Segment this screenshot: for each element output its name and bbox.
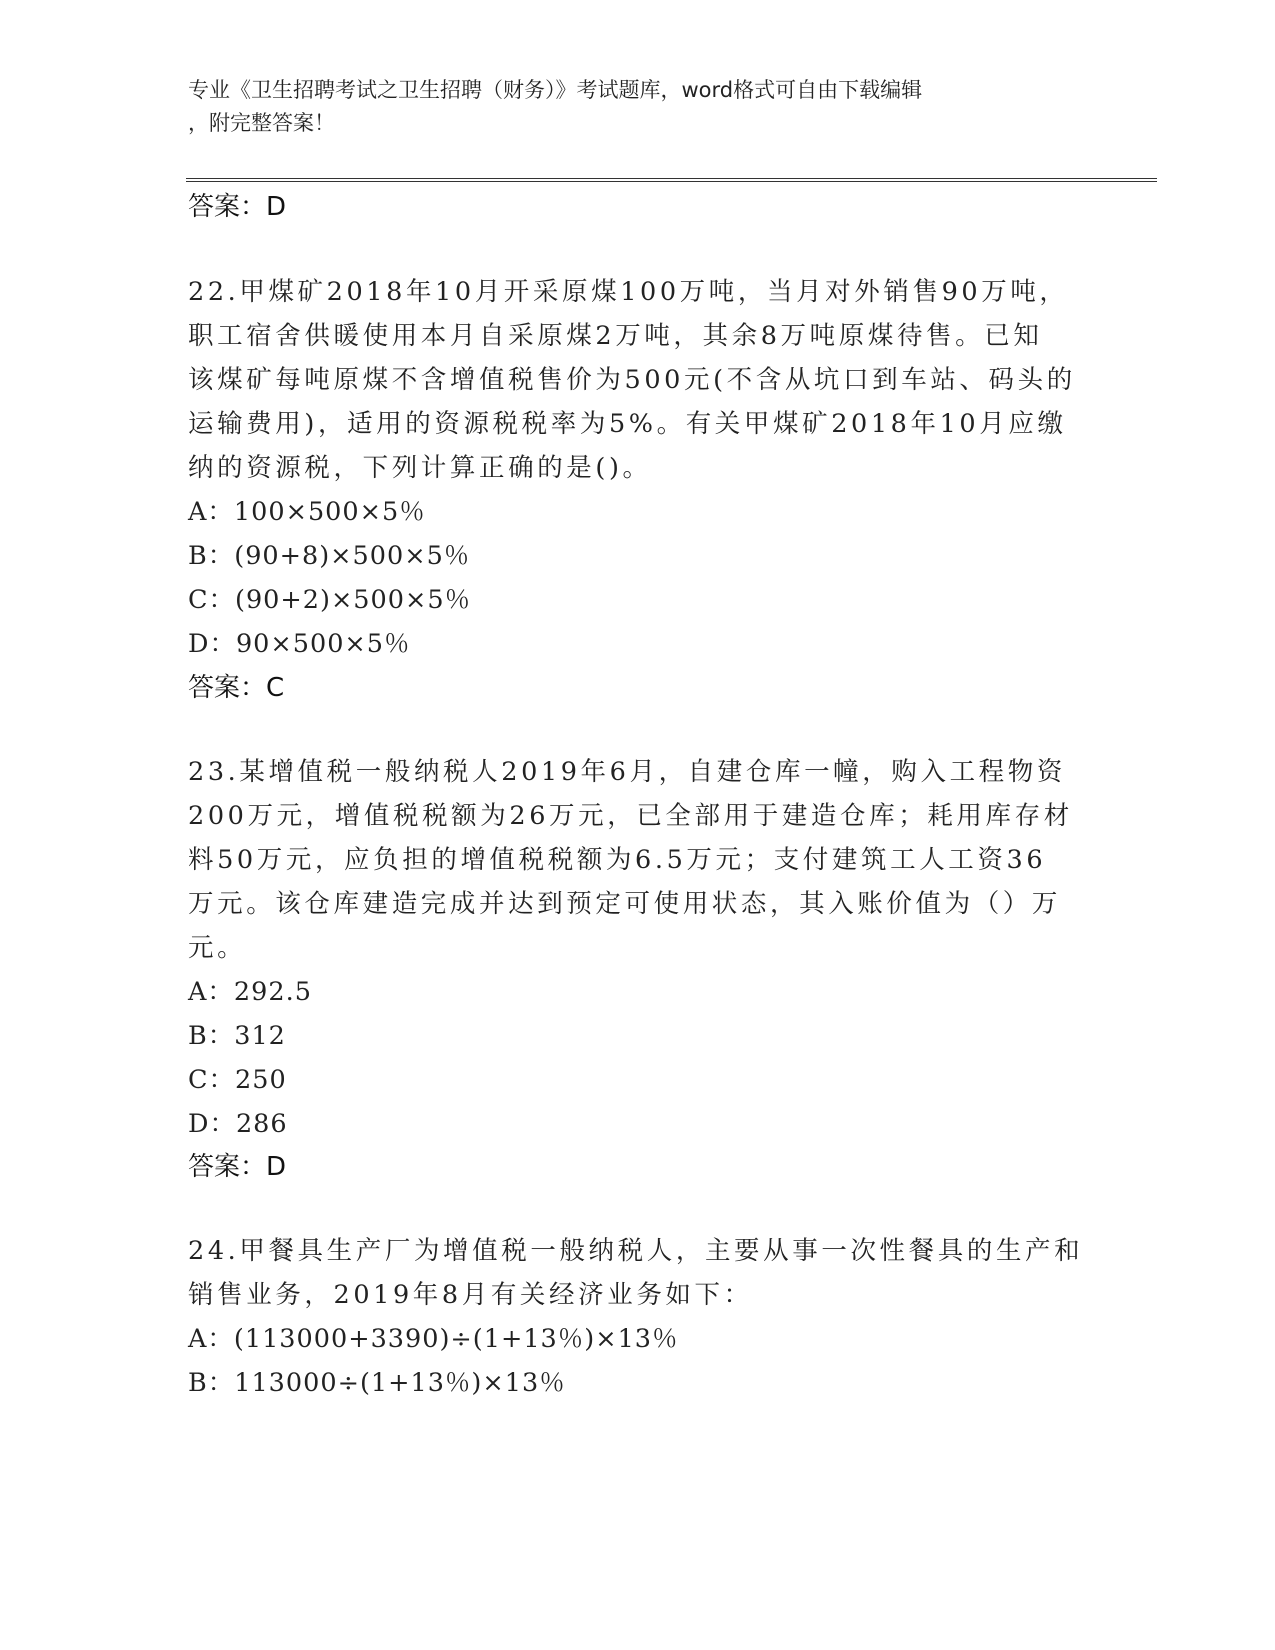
question-stem-line: 万元。该仓库建造完成并达到预定可使用状态，其入账价值为（）万: [188, 889, 1062, 919]
option-b: B：113000÷(1+13％)×13％: [188, 1368, 566, 1398]
document-header: [188, 74, 1088, 140]
option-c: C：250: [188, 1065, 287, 1095]
question-stem-line: 纳的资源税，下列计算正确的是()。: [188, 453, 652, 483]
answer-line: 答案：D: [188, 1152, 287, 1182]
header-divider: [186, 178, 1157, 182]
option-d: D：90×500×5％: [188, 629, 411, 659]
question-stem-line: 200万元，增值税税额为26万元，已全部用于建造仓库；耗用库存材: [188, 801, 1073, 831]
header-title-line-2: ，附完整答案！: [188, 111, 335, 135]
option-a: A：100×500×5％: [188, 497, 426, 527]
option-a: A：(113000+3390)÷(1+13％)×13％: [188, 1324, 679, 1354]
question-stem-line: 24.甲餐具生产厂为增值税一般纳税人，主要从事一次性餐具的生产和: [188, 1236, 1084, 1266]
question-stem-line: 该煤矿每吨原煤不含增值税售价为500元(不含从坑口到车站、码头的: [188, 365, 1076, 395]
question-stem-line: 销售业务，2019年8月有关经济业务如下：: [188, 1280, 753, 1310]
answer-line: 答案：C: [188, 673, 285, 703]
option-c: C：(90+2)×500×5％: [188, 585, 472, 615]
header-title-line-1: 专业《卫生招聘考试之卫生招聘（财务）》考试题库，word格式可自由下载编辑: [188, 78, 923, 102]
question-stem-line: 元。: [188, 933, 247, 963]
option-b: B：312: [188, 1021, 286, 1051]
answer-line: 答案：D: [188, 192, 287, 222]
question-stem-line: 料50万元，应负担的增值税税额为6.5万元；支付建筑工人工资36: [188, 845, 1047, 875]
question-stem-line: 运输费用)，适用的资源税税率为5%。有关甲煤矿2018年10月应缴: [188, 409, 1067, 439]
question-stem-line: 23.某增值税一般纳税人2019年6月，自建仓库一幢，购入工程物资: [188, 757, 1066, 787]
option-d: D：286: [188, 1109, 288, 1139]
question-stem-line: 职工宿舍供暖使用本月自采原煤2万吨，其余8万吨原煤待售。已知: [188, 321, 1043, 351]
option-b: B：(90+8)×500×5％: [188, 541, 471, 571]
option-a: A：292.5: [188, 977, 312, 1007]
question-stem-line: 22.甲煤矿2018年10月开采原煤100万吨，当月对外销售90万吨，: [188, 277, 1069, 307]
